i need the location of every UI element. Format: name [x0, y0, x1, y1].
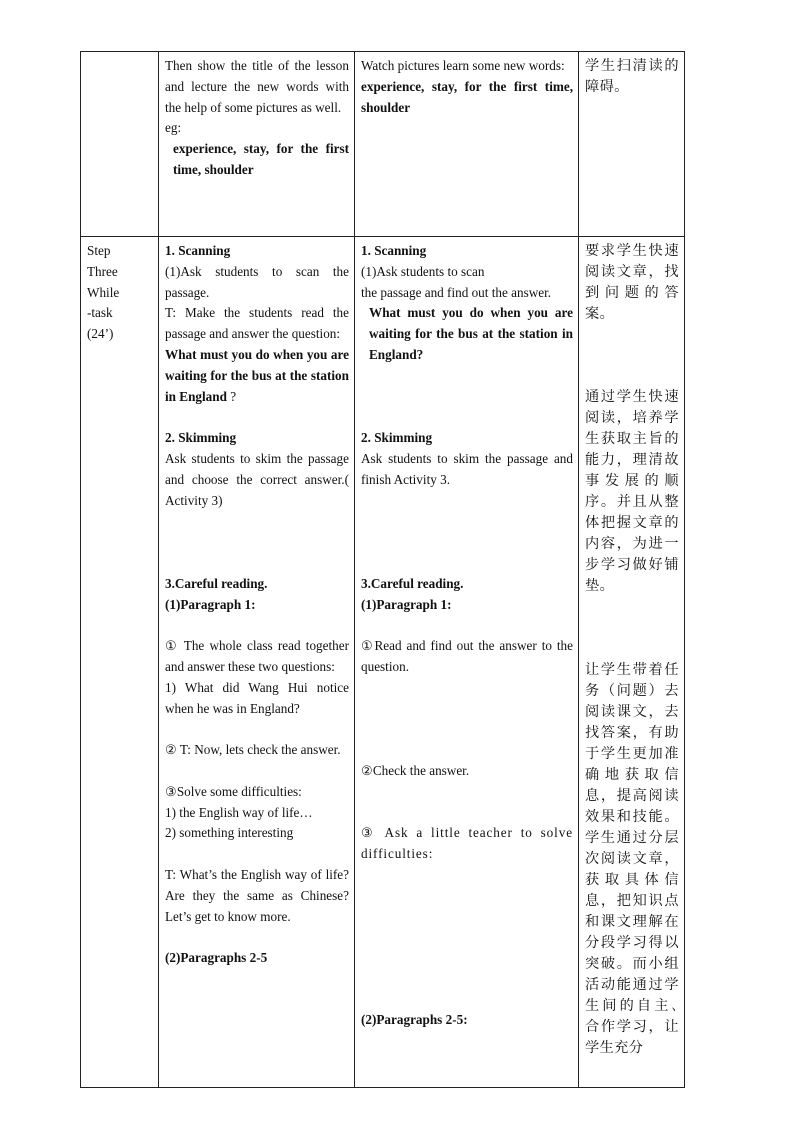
subsection-heading: (2)Paragraphs 2-5	[165, 950, 268, 966]
student-intro: Watch pictures learn some new words:	[361, 58, 565, 73]
purpose-cell	[579, 237, 685, 1088]
section-heading: 2. Skimming	[165, 430, 237, 446]
purpose-text: 让学生带着任务（问题）去阅读课文，去找答案，有助于学生更加准确地获取信息，提高阅读效果和技能。学生通过分层次阅读文章，获取具体信息，把知识点和课文理解在分段学习得以突破。而小组活动能通过学生间的自主､合作学习，让学生充分	[585, 661, 679, 1056]
step-label-line: Step	[87, 243, 111, 258]
difficulty-item: 1) the English way of life…	[165, 804, 313, 820]
step-cell	[81, 237, 159, 1088]
teacher-step: ② T: Now, lets check the answer.	[165, 742, 341, 758]
scanning-question: What must you do when you are waiting for the bus at the station in England ?	[165, 346, 349, 404]
subsection-heading: (1)Paragraph 1:	[361, 596, 452, 612]
difficulty-item: 2) something interesting	[165, 825, 294, 841]
teacher-activity-cell	[159, 237, 355, 1088]
table-row	[81, 52, 685, 237]
purpose-text: 要求学生快速阅读文章，找到问题的答案。	[585, 243, 679, 322]
lesson-plan-page	[80, 51, 684, 1088]
subsection-heading: (1)Paragraph 1:	[165, 596, 256, 612]
section-heading: 2. Skimming	[361, 430, 433, 446]
teacher-step: T: Make the students read the passage and answer the question:	[165, 305, 349, 342]
scanning-question: What must you do when you are waiting for the bus at the station in England?	[369, 305, 573, 362]
section-heading: 3.Careful reading.	[165, 575, 268, 591]
step-label-line: Three	[87, 263, 118, 279]
section-heading: 3.Careful reading.	[361, 575, 464, 591]
student-step: Ask students to skim the passage and finish Activity 3.	[361, 450, 573, 487]
student-step: ③ Ask a little teacher to solve difficulties:	[361, 825, 573, 862]
purpose-text: 学生扫清读的障碍。	[585, 58, 679, 95]
subsection-heading: (2)Paragraphs 2-5:	[361, 1012, 468, 1028]
step-label-line: While	[87, 284, 120, 300]
teacher-vocab: experience, stay, for the first time, shoulder	[173, 141, 349, 177]
teacher-remark: T: What’s the English way of life? Are they the same as Chinese? Let’s get to know more.	[165, 866, 349, 924]
table-row	[81, 237, 685, 1088]
teacher-question: 1) What did Wang Hui notice when he was in England?	[165, 679, 349, 716]
teacher-intro: Then show the title of the lesson and lecture the new words with the help of some pictures as well.	[165, 58, 349, 115]
student-activity-cell	[355, 52, 579, 237]
step-duration: (24’)	[87, 326, 114, 342]
teacher-activity-cell	[159, 52, 355, 237]
lesson-plan-table	[80, 51, 685, 1088]
student-step: the passage and find out the answer.	[361, 284, 552, 300]
teacher-step: (1)Ask students to scan the passage.	[165, 263, 349, 300]
purpose-text: 通过学生快速阅读，培养学生获取主旨的能力，理清故事发展的顺序。并且从整体把握文章的内容，为进一步学习做好铺垫。	[585, 389, 679, 595]
step-label-line: -task	[87, 305, 113, 321]
purpose-cell	[579, 52, 685, 237]
student-step: ①Read and find out the answer to the question.	[361, 638, 573, 674]
student-vocab: experience, stay, for the first time, shoulder	[361, 78, 573, 115]
teacher-step: ① The whole class read together and answer these two questions:	[165, 638, 349, 674]
student-activity-cell	[355, 237, 579, 1088]
student-step: ②Check the answer.	[361, 762, 470, 778]
section-heading: 1. Scanning	[361, 243, 427, 258]
teacher-eg: eg:	[165, 120, 182, 136]
teacher-step: ③Solve some difficulties:	[165, 783, 302, 799]
teacher-step: Ask students to skim the passage and choose the correct answer.( Activity 3)	[165, 450, 349, 508]
student-step: (1)Ask students to scan	[361, 263, 485, 279]
step-cell	[81, 52, 159, 237]
section-heading: 1. Scanning	[165, 243, 231, 258]
